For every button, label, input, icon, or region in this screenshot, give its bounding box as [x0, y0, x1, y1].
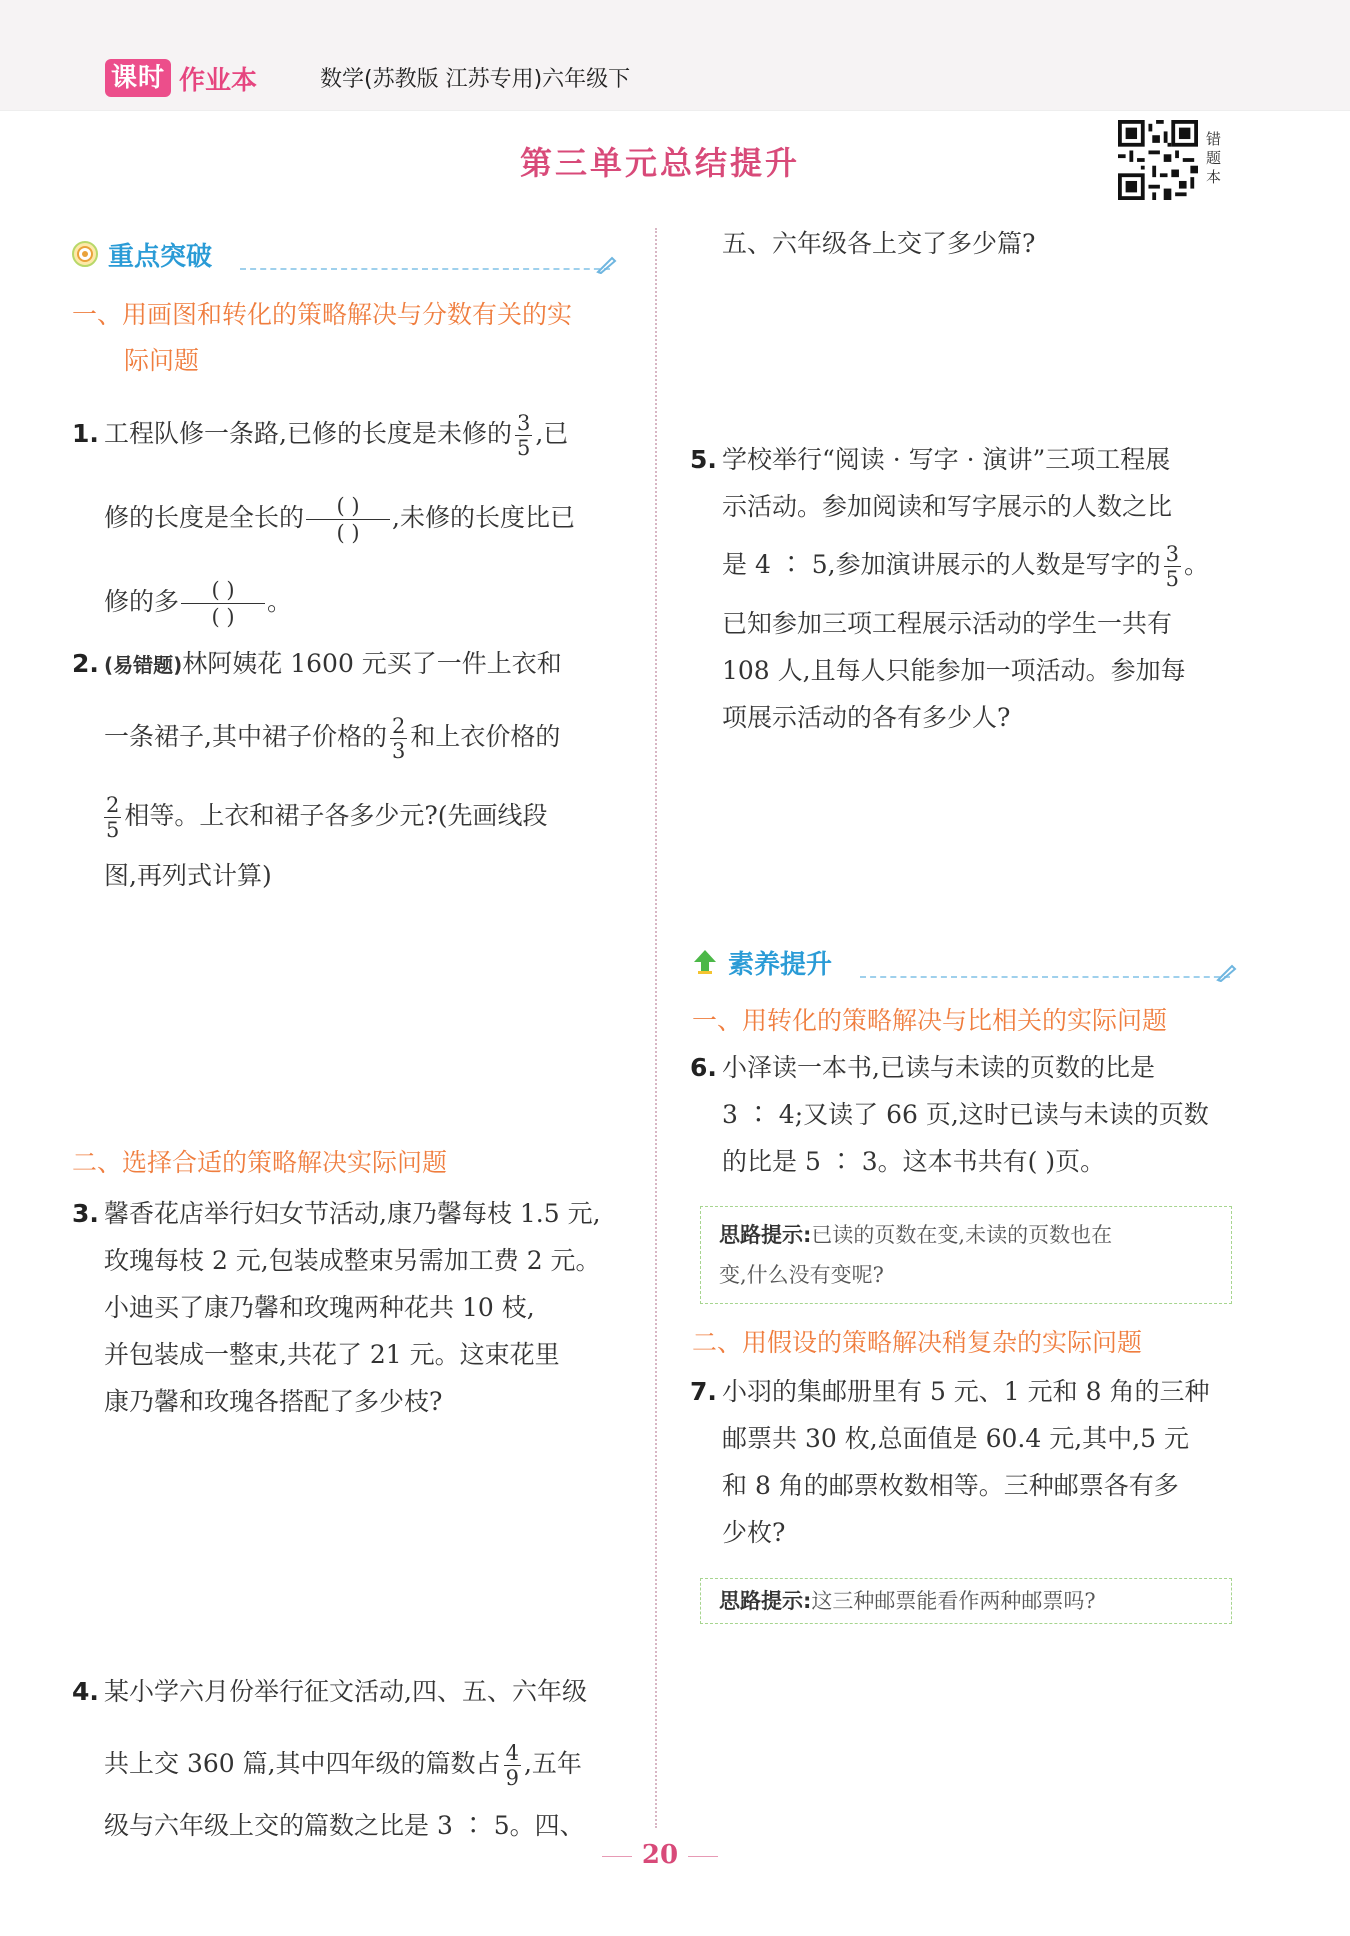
subheading-line: 际问题 [124, 346, 200, 375]
logo-text: 作业本 [179, 65, 258, 96]
numerator: 3 [1165, 542, 1179, 566]
section-title: 重点突破 [108, 241, 213, 272]
section-title: 素养提升 [728, 949, 833, 980]
hint-text: 这三种邮票能看作两种邮票吗? [811, 1589, 1096, 1613]
subheading-line: 一、用画图和转化的策略解决与分数有关的实 [72, 300, 573, 329]
question-text: 学校举行“阅读 · 写字 · 演讲”三项工程展 [722, 445, 1171, 474]
question-text: 林阿姨花 1600 元买了一件上衣和 [182, 649, 562, 678]
question-text: 小羽的集邮册里有 5 元、1 元和 8 角的三种 [722, 1377, 1210, 1406]
numerator: 2 [106, 793, 120, 817]
question-text: 。 [267, 587, 293, 616]
fraction [1164, 542, 1181, 591]
question-text: 一条裙子,其中裙子价格的 [104, 722, 387, 751]
question-5 [690, 436, 1252, 741]
question-text: 并包装成一整束,共花了 21 元。这束花里 [104, 1340, 560, 1369]
question-text: 已知参加三项工程展示活动的学生一共有 [722, 609, 1173, 638]
section-heading-key-points [72, 234, 212, 274]
logo-box: 课时 [105, 59, 171, 97]
question-6 [690, 1044, 1252, 1185]
hint-text: 变,什么没有变呢? [719, 1263, 884, 1287]
fraction [390, 714, 407, 763]
numerator: 3 [516, 411, 531, 435]
pencil-icon [1216, 962, 1238, 982]
question-text: 的比是 5 ∶ 3。这本书共有( )页。 [722, 1147, 1106, 1176]
fraction [104, 793, 121, 842]
question-text: 修的长度是全长的 [104, 503, 305, 532]
hint-box-1 [700, 1206, 1232, 1304]
denominator: 3 [391, 739, 406, 763]
question-text: 级与六年级上交的篇数之比是 3 ∶ 5。四、 [104, 1811, 585, 1840]
denominator: 5 [106, 818, 120, 842]
question-text: 项展示活动的各有多少人? [722, 703, 1011, 732]
denominator: 9 [505, 1766, 519, 1790]
subheading-4: 二、用假设的策略解决稍复杂的实际问题 [692, 1328, 1143, 1357]
question-text: 工程队修一条路,已修的长度是未修的 [104, 419, 512, 448]
question-text: 和 8 角的邮票枚数相等。三种邮票各有多 [722, 1471, 1179, 1500]
arrow-up-icon [692, 949, 718, 975]
question-text: 少枚? [722, 1518, 786, 1547]
answer-blank-fraction[interactable] [181, 577, 265, 630]
question-number: 2. [72, 649, 99, 678]
denominator-blank[interactable]: ( ) [211, 605, 235, 629]
numerator-blank[interactable]: ( ) [306, 493, 390, 520]
pencil-icon [596, 254, 618, 274]
question-text: 。 [1183, 550, 1209, 579]
question-tag: (易错题) [104, 653, 183, 677]
question-7 [690, 1368, 1252, 1556]
section-heading-literacy [692, 942, 832, 982]
question-text: 3 ∶ 4;又读了 66 页,这时已读与未读的页数 [722, 1100, 1209, 1129]
question-text: 馨香花店举行妇女节活动,康乃馨每枝 1.5 元, [104, 1199, 601, 1228]
answer-blank-fraction[interactable] [306, 493, 390, 546]
question-4 [72, 1668, 644, 1849]
page-number [0, 1840, 1320, 1870]
section-underline [240, 268, 610, 270]
column-divider [655, 228, 657, 1828]
question-number: 5. [690, 445, 717, 474]
numerator: 4 [505, 1741, 519, 1765]
section-underline [860, 976, 1230, 978]
denominator-blank[interactable]: ( ) [336, 521, 360, 545]
denominator: 5 [1165, 567, 1179, 591]
fraction [504, 1741, 521, 1790]
page-title: 第三单元总结提升 [519, 144, 800, 182]
qr-label: 错题本 [1206, 130, 1222, 186]
page-number-rule [602, 1856, 632, 1857]
question-number: 3. [72, 1199, 99, 1228]
question-text: 康乃馨和玫瑰各搭配了多少枝? [104, 1387, 443, 1416]
question-number: 4. [72, 1677, 99, 1706]
question-3 [72, 1190, 634, 1425]
question-text: 图,再列式计算) [104, 861, 272, 890]
book-subject: 数学(苏教版 江苏专用)六年级下 [320, 67, 631, 92]
question-text: 示活动。参加阅读和写字展示的人数之比 [722, 492, 1173, 521]
brand-logo [105, 58, 257, 98]
denominator: 5 [516, 436, 531, 460]
hint-box-2 [700, 1578, 1232, 1624]
numerator: 2 [391, 714, 406, 738]
subheading-2: 二、选择合适的策略解决实际问题 [72, 1148, 448, 1177]
question-text: 相等。上衣和裙子各多少元?(先画线段 [124, 801, 548, 830]
subheading-1 [72, 292, 572, 384]
question-number: 6. [690, 1053, 717, 1082]
question-text: 是 4 ∶ 5,参加演讲展示的人数是写字的 [722, 550, 1161, 579]
question-text: 修的多 [104, 587, 180, 616]
question-text: 邮票共 30 枚,总面值是 60.4 元,其中,5 元 [722, 1424, 1189, 1453]
question-number: 7. [690, 1377, 717, 1406]
question-text: 小迪买了康乃馨和玫瑰两种花共 10 枝, [104, 1293, 535, 1322]
question-text: 玫瑰每枝 2 元,包装成整束另需加工费 2 元。 [104, 1246, 601, 1275]
question-number: 1. [72, 419, 99, 448]
question-text: 某小学六月份举行征文活动,四、五、六年级 [104, 1677, 587, 1706]
question-text: ,未修的长度比已 [392, 503, 575, 532]
question-text: 108 人,且每人只能参加一项活动。参加每 [722, 656, 1186, 685]
question-1 [72, 402, 624, 654]
question-2 [72, 640, 624, 899]
target-icon [72, 241, 98, 267]
hint-label: 思路提示: [719, 1589, 812, 1613]
question-text: 共上交 360 篇,其中四年级的篇数占 [104, 1749, 501, 1778]
hint-text: 已读的页数在变,未读的页数也在 [811, 1223, 1113, 1247]
question-text: ,五年 [523, 1749, 582, 1778]
fraction [515, 411, 532, 460]
page-number-text: 20 [641, 1840, 679, 1870]
question-text: 小泽读一本书,已读与未读的页数的比是 [722, 1053, 1155, 1082]
page-number-rule [688, 1856, 718, 1857]
numerator-blank[interactable]: ( ) [181, 577, 265, 604]
hint-label: 思路提示: [719, 1223, 812, 1247]
question-4-continued: 五、六年级各上交了多少篇? [722, 229, 1036, 258]
question-text: 和上衣价格的 [410, 722, 561, 751]
subheading-3: 一、用转化的策略解决与比相关的实际问题 [692, 1006, 1168, 1035]
qr-code-icon [1118, 120, 1198, 200]
question-text: ,已 [535, 419, 569, 448]
